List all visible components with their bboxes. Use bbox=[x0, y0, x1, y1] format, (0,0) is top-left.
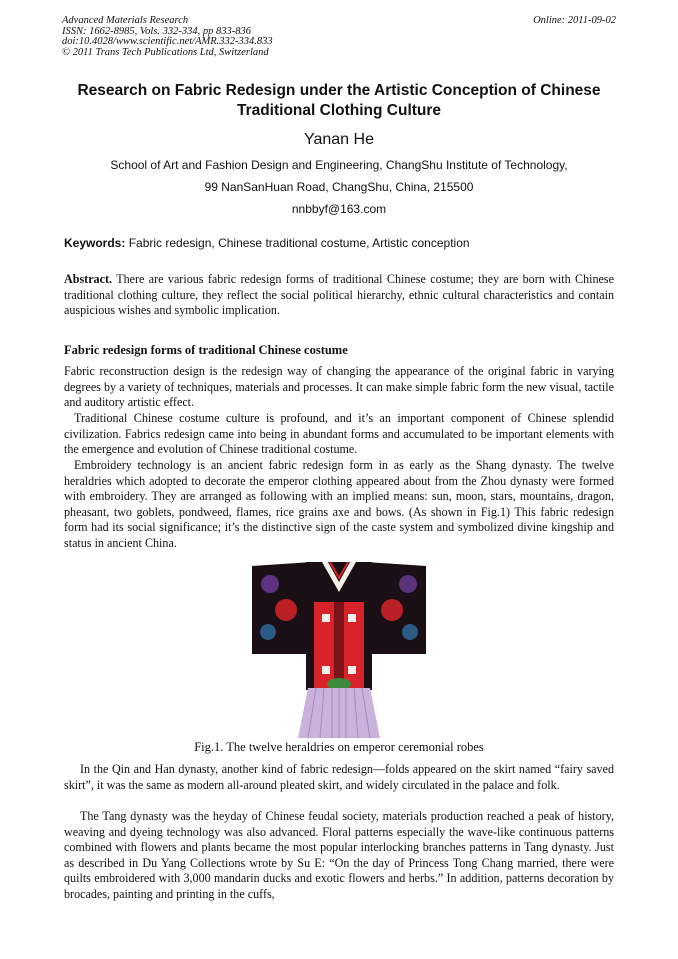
abstract bbox=[64, 272, 614, 319]
author-name: Yanan He bbox=[304, 131, 374, 148]
paragraph-3: Embroidery technology is an ancient fabric redesign form in as early as the Shang dynasty. The twelve heraldries which adopted to decorate the emperor clothing appeared about from the Zhou dynasty were formed with embroidery. They are arranged as following with an implied means: sun, moon, stars, mountains, dragon, pheasant, two goblets, pondweed, flames, rice grains axe and bows. (As shown in Fig.1) This fabric redesign form had its social significance; it’s the distinctive sign of the caste system and symbolized divine kingship and status in ancient China. bbox=[64, 458, 614, 550]
journal-header bbox=[62, 16, 616, 58]
keywords bbox=[64, 236, 470, 250]
abstract-label: Abstract. bbox=[64, 272, 113, 286]
keywords-label: Keywords: bbox=[64, 236, 126, 250]
paragraph-5: The Tang dynasty was the heyday of Chinese feudal society, materials production reached a peak of history, weaving and dyeing technology was also advanced. Floral patterns especially the wave-like continuous patterns combined with flowers and plants became the most popular interlocking branches patterns in Tang dynasty. Just as described in Du Yang Collections wrote by Su E: “On the day of Princess Tong Chang married, there were quilts embroidered with 3,000 mandarin ducks and exotic flowers and herbs.” In addition, patterns decoration by brocades, painting and printing in the cuffs, bbox=[64, 809, 614, 901]
journal-copyright: © 2011 Trans Tech Publications Ltd, Switzerland bbox=[62, 46, 269, 58]
sleeve-motif bbox=[399, 575, 417, 593]
panel-emblem bbox=[348, 614, 356, 622]
affiliation-line-2: 99 NanSanHuan Road, ChangShu, China, 215500 bbox=[204, 180, 474, 194]
paper-title: Research on Fabric Redesign under the Artistic Conception of Chinese Traditional Clothing Culture bbox=[77, 82, 601, 119]
online-date: Online: 2011-09-02 bbox=[533, 15, 616, 26]
paragraph-4: In the Qin and Han dynasty, another kind of fabric redesign—folds appeared on the skirt named “fairy saved skirt”, it was the same as modern all-around pleated skirt, and widely circulated in the palace and folk. bbox=[64, 762, 614, 792]
sleeve-motif bbox=[381, 599, 403, 621]
sleeve-motif bbox=[275, 599, 297, 621]
affiliation-line-1: School of Art and Fashion Design and Engineering, ChangShu Institute of Technology, bbox=[110, 158, 568, 172]
sleeve-motif bbox=[402, 624, 418, 640]
section-heading: Fabric redesign forms of traditional Chinese costume bbox=[64, 343, 348, 357]
sleeve-motif bbox=[260, 624, 276, 640]
sleeve-motif bbox=[261, 575, 279, 593]
panel-emblem bbox=[322, 666, 330, 674]
journal-doi: doi:10.4028/www.scientific.net/AMR.332-334.833 bbox=[62, 36, 273, 47]
keywords-text: Fabric redesign, Chinese traditional costume, Artistic conception bbox=[128, 236, 470, 250]
paragraph-2: Traditional Chinese costume culture is profound, and it’s an important component of Chinese splendid civilization. Fabrics redesign came into being in abundant forms and accumulated to be important elements with the emergence and evolution of Chinese traditional costume. bbox=[64, 411, 614, 457]
figure-caption: Fig.1. The twelve heraldries on emperor ceremonial robes bbox=[194, 740, 484, 754]
abstract-text: There are various fabric redesign forms of traditional Chinese costume; they are born with Chinese traditional clothing culture, they reflect the social political hierarchy, ethnic cultural characteristics and contain auspicious wishes and symbolic implication. bbox=[64, 272, 614, 318]
panel-emblem bbox=[348, 666, 356, 674]
author-email: nnbbyf@163.com bbox=[291, 202, 387, 216]
emperor-robe-figure bbox=[250, 562, 428, 740]
paragraph-1: Fabric reconstruction design is the redesign way of changing the appearance of the original fabric in varying degrees by a variety of techniques, materials and processes. It can make simple fabric form the new visual, tactile and auditory artistic effect. bbox=[64, 364, 614, 410]
panel-emblem bbox=[322, 614, 330, 622]
journal-issn: ISSN: 1662-8985, Vols. 332-334, pp 833-836 bbox=[62, 25, 251, 37]
journal-name: Advanced Materials Research bbox=[62, 15, 189, 26]
